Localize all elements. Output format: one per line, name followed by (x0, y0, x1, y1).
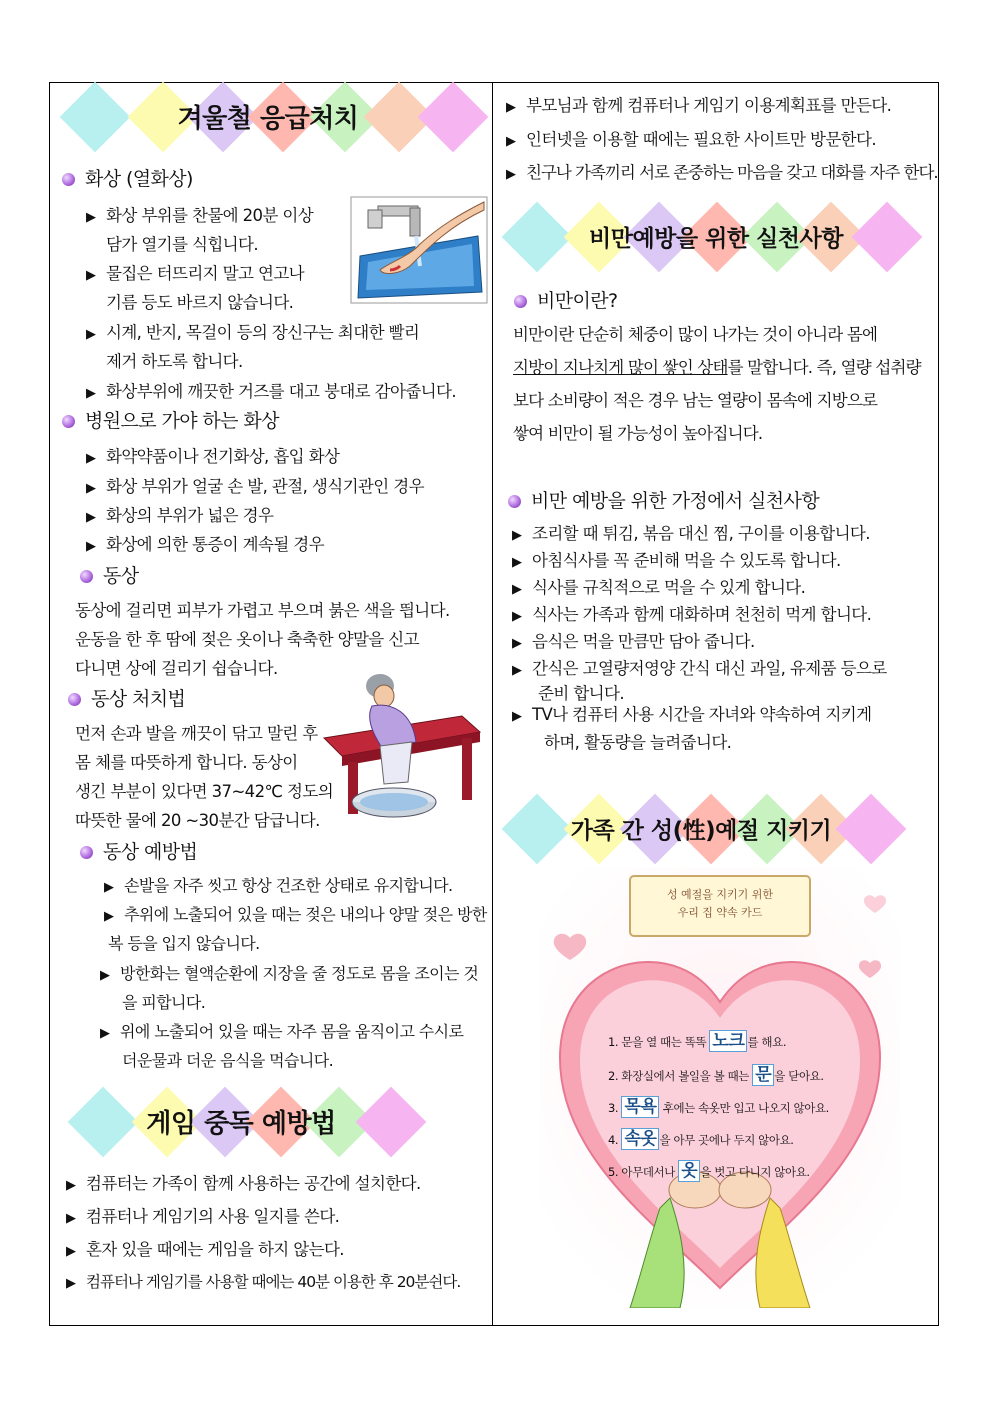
bullet-icon (68, 693, 81, 706)
home-item: ▶ 조리할 때 튀김, 볶음 대신 찜, 구이를 이용합니다. (512, 524, 870, 543)
burn-heading: 화상 (열화상) (62, 168, 193, 191)
triangle-bullet-icon: ▶ (104, 909, 114, 924)
triangle-bullet-icon: ▶ (66, 1211, 76, 1226)
game-item: ▶ 부모님과 함께 컴퓨터나 게임기 이용계획표를 만든다. (506, 96, 892, 115)
obesity-banner (506, 200, 926, 274)
frostbite-heading: 동상 (80, 565, 139, 588)
frostbite-text: 동상에 걸리면 피부가 가렵고 부으며 붉은 색을 띕니다. (75, 601, 450, 620)
triangle-bullet-icon: ▶ (512, 528, 522, 543)
burn-item: ▶ 화상 부위를 찬물에 20분 이상 (86, 206, 314, 225)
winter-banner (58, 80, 478, 154)
frostbite-text: 다니면 상에 걸리기 쉽습니다. (75, 659, 278, 678)
hospital-item: ▶ 화약약품이나 전기화상, 흡입 화상 (86, 447, 340, 466)
bullet-icon (80, 846, 93, 859)
card-rule: 4. 속옷 을 아무 곳에나 두지 않아요. (608, 1129, 794, 1149)
triangle-bullet-icon: ▶ (86, 327, 96, 342)
triangle-bullet-icon: ▶ (86, 539, 96, 554)
prevention-item: ▶ 추위에 노출되어 있을 때는 젖은 내의나 양말 젖은 방한 (104, 905, 487, 924)
treatment-text: 생긴 부분이 있다면 37~42℃ 정도의 (75, 782, 334, 801)
promise-card-illustration (540, 868, 900, 1308)
home-item-cont: 준비 합니다. (538, 684, 624, 703)
triangle-bullet-icon: ▶ (512, 663, 522, 678)
column-divider (492, 82, 493, 1326)
game-addiction-title: 게임 중독 예방법 (146, 1109, 336, 1139)
triangle-bullet-icon: ▶ (506, 134, 516, 149)
home-item: ▶ 식사는 가족과 함께 대화하며 천천히 먹게 합니다. (512, 605, 872, 624)
winter-first-aid-title: 겨울철 응급처치 (177, 104, 359, 134)
game-item: ▶ 컴퓨터나 게임기의 사용 일지를 쓴다. (66, 1207, 340, 1226)
hospital-item: ▶ 화상에 의한 통증이 계속될 경우 (86, 535, 324, 554)
prevention-item: ▶ 손발을 자주 씻고 항상 건조한 상태로 유지합니다. (104, 876, 453, 895)
prevention-item: ▶ 방한화는 혈액순환에 지장을 줄 정도로 몸을 조이는 것 (100, 964, 479, 983)
game-item: ▶ 컴퓨터는 가족이 함께 사용하는 공간에 설치한다. (66, 1174, 421, 1193)
home-item: ▶ 음식은 먹을 만큼만 담아 줍니다. (512, 632, 755, 651)
cooling-burn-illustration (350, 196, 488, 304)
obesity-prevention-title: 비만예방을 위한 실천사항 (589, 226, 843, 252)
triangle-bullet-icon: ▶ (86, 451, 96, 466)
obesity-definition: 비만이란 단순히 체중이 많이 나가는 것이 아니라 몸에 지방이 지나치게 많이 쌓인 상태를 말합니다. 즉, 열량 섭취량 보다 소비량이 적은 경우 남는 열량이 몸속에 지방으로 쌓여 비만이 될 가능성이 높아집니다. (513, 325, 921, 443)
triangle-bullet-icon: ▶ (100, 968, 110, 983)
triangle-bullet-icon: ▶ (512, 582, 522, 597)
home-item: ▶ 아침식사를 꼭 준비해 먹을 수 있도록 합니다. (512, 551, 841, 570)
bullet-icon (80, 570, 93, 583)
triangle-bullet-icon: ▶ (100, 1026, 110, 1041)
treatment-text: 몸 체를 따뜻하게 합니다. 동상이 (75, 753, 298, 772)
card-rule: 3. 목욕 후에는 속옷만 입고 나오지 않아요. (608, 1097, 829, 1117)
family-banner (506, 792, 906, 866)
home-item: ▶ 식사를 규칙적으로 먹을 수 있게 합니다. (512, 578, 806, 597)
triangle-bullet-icon: ▶ (66, 1178, 76, 1193)
hospital-heading: 병원으로 가야 하는 화상 (62, 410, 279, 433)
triangle-bullet-icon: ▶ (506, 100, 516, 115)
hospital-item: ▶ 화상 부위가 얼굴 손 발, 관절, 생식기관인 경우 (86, 477, 424, 496)
what-is-obesity-heading: 비만이란? (514, 290, 618, 313)
burn-item-cont: 기름 등도 바르지 않습니다. (106, 293, 294, 312)
triangle-bullet-icon: ▶ (86, 386, 96, 401)
triangle-bullet-icon: ▶ (86, 210, 96, 225)
triangle-bullet-icon: ▶ (104, 880, 114, 895)
card-rule: 1. 문을 열 때는 똑똑 노크 를 해요. (608, 1031, 787, 1051)
triangle-bullet-icon: ▶ (66, 1244, 76, 1259)
prevention-item-cont: 더운물과 더운 음식을 먹습니다. (122, 1051, 334, 1070)
game-item: ▶ 컴퓨터나 게임기를 사용할 때에는 40분 이용한 후 20분쉰다. (66, 1273, 461, 1291)
triangle-bullet-icon: ▶ (86, 510, 96, 525)
triangle-bullet-icon: ▶ (506, 167, 515, 182)
prevention-item: ▶ 위에 노출되어 있을 때는 자주 몸을 움직이고 수시로 (100, 1022, 464, 1041)
burn-item-cont: 담가 열기를 식힙니다. (106, 235, 258, 254)
game-item: ▶ 친구나 가족끼리 서로 존중하는 마음을 갖고 대화를 자주 한다. (506, 163, 938, 182)
burn-item: ▶ 시계, 반지, 목걸이 등의 장신구는 최대한 빨리 (86, 323, 420, 342)
home-item: ▶ TV나 컴퓨터 사용 시간을 자녀와 약속하여 지키게 (512, 705, 872, 724)
bullet-icon (514, 295, 527, 308)
frostbite-treatment-heading: 동상 처치법 (68, 688, 185, 711)
bullet-icon (62, 415, 75, 428)
triangle-bullet-icon: ▶ (86, 268, 96, 283)
burn-item-cont: 제거 하도록 합니다. (106, 352, 243, 371)
game-item: ▶ 혼자 있을 때에는 게임을 하지 않는다. (66, 1240, 344, 1259)
treatment-text: 먼저 손과 발을 깨끗이 닦고 말린 후 (75, 724, 318, 743)
frostbite-prevention-heading: 동상 예방법 (80, 841, 197, 864)
card-sign-line: 성 예절을 지키기 위한 (666, 888, 774, 901)
hospital-item: ▶ 화상의 부위가 넓은 경우 (86, 506, 274, 525)
bullet-icon (508, 495, 521, 508)
foot-soak-illustration (322, 672, 482, 832)
burn-item: ▶ 화상부위에 깨끗한 거즈를 대고 붕대로 감아줍니다. (86, 382, 456, 401)
home-item-cont: 하며, 활동량을 늘려줍니다. (544, 733, 732, 752)
triangle-bullet-icon: ▶ (512, 709, 522, 724)
game-item: ▶ 인터넷을 이용할 때에는 필요한 사이트만 방문한다. (506, 130, 876, 149)
triangle-bullet-icon: ▶ (86, 481, 96, 496)
card-rule: 2. 화장실에서 볼일을 볼 때는 문 을 닫아요. (608, 1065, 824, 1085)
card-sign-line: 우리 집 약속 카드 (677, 906, 763, 919)
triangle-bullet-icon: ▶ (512, 555, 522, 570)
home-practice-heading: 비만 예방을 위한 가정에서 실천사항 (508, 490, 819, 513)
family-etiquette-title: 가족 간 성(性)예절 지키기 (570, 818, 832, 844)
triangle-bullet-icon: ▶ (512, 636, 522, 651)
treatment-text: 따뜻한 물에 20 ~30분간 담급니다. (75, 811, 320, 830)
triangle-bullet-icon: ▶ (66, 1276, 75, 1291)
bullet-icon (62, 173, 75, 186)
burn-item: ▶ 물집은 터뜨리지 말고 연고나 (86, 264, 305, 283)
card-rule: 5. 아무데서나 옷 을 벗고 다니지 않아요. (608, 1161, 810, 1181)
prevention-item-cont: 복 등을 입지 않습니다. (108, 934, 260, 953)
home-item: ▶ 간식은 고열량저영양 간식 대신 과일, 유제품 등으로 (512, 659, 887, 678)
frostbite-text: 운동을 한 후 땀에 젖은 옷이나 축축한 양말을 신고 (75, 630, 419, 649)
game-banner (66, 1085, 446, 1159)
prevention-item-cont: 을 피합니다. (122, 993, 206, 1012)
triangle-bullet-icon: ▶ (512, 609, 522, 624)
